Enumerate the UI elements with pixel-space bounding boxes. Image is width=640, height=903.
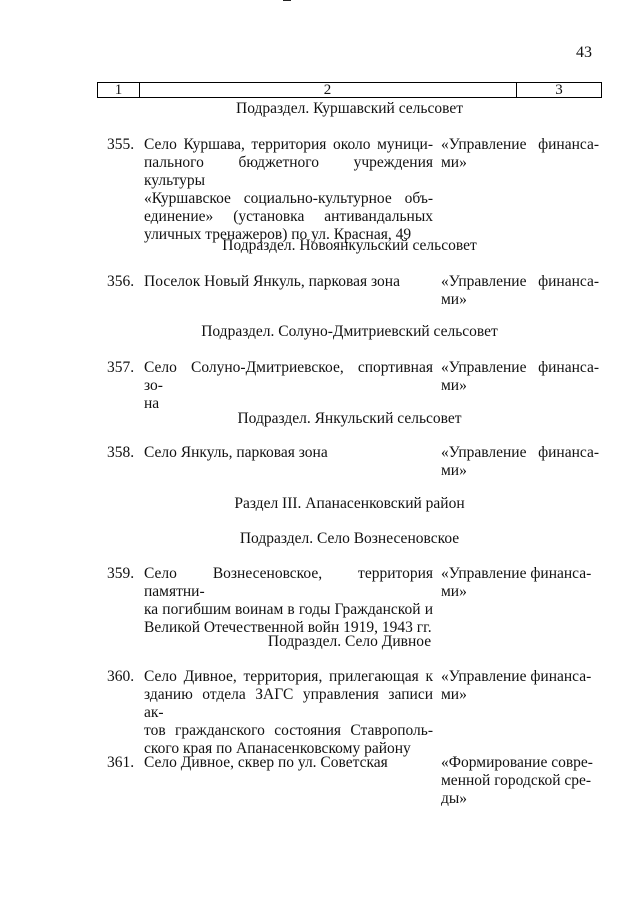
desc-line: Село Дивное, сквер по ул. Советская: [144, 754, 388, 771]
resp-line: «Управление финанса-: [441, 565, 592, 582]
resp-line: «Управление финанса-: [441, 136, 599, 153]
resp-line: менной городской сре-: [441, 772, 592, 789]
row-description: [144, 444, 433, 462]
row-description: [144, 359, 433, 413]
resp-line: «Управление финанса-: [441, 668, 592, 685]
resp-line: ми»: [441, 583, 467, 600]
row-number: 355.: [107, 136, 135, 153]
desc-line: зданию отдела ЗАГС управления записи ак-: [144, 686, 433, 721]
row-responsible: [441, 668, 599, 704]
desc-line: Село Куршава, территория около муници-: [144, 136, 433, 153]
row-description: [144, 273, 433, 291]
resp-line: ми»: [441, 462, 467, 479]
row-number: 358.: [107, 444, 135, 461]
page-number: 43: [576, 44, 592, 61]
row-description: [144, 754, 433, 772]
resp-line: ми»: [441, 686, 467, 703]
row-responsible: [441, 359, 599, 395]
desc-line: ка погибшим воинам в годы Гражданской и: [144, 601, 433, 618]
heading-divnoe: Подраздел. Село Дивное: [267, 633, 432, 650]
row-description: [144, 668, 433, 758]
resp-line: ды»: [441, 790, 468, 807]
heading-kurshava: Подраздел. Куршавский сельсовет: [236, 100, 463, 117]
resp-line: «Управление финанса-: [441, 273, 599, 290]
header-col-2: 2: [139, 83, 517, 97]
desc-line: уличных тренажеров) по ул. Красная, 49: [144, 226, 412, 243]
header-col-3: 3: [555, 82, 563, 98]
row-number: 356.: [107, 273, 135, 290]
row-description: [144, 136, 433, 244]
table-header: [97, 82, 602, 98]
resp-line: ми»: [441, 154, 467, 171]
desc-line: Село Янкуль, парковая зона: [144, 444, 328, 461]
heading-voznesen: Подраздел. Село Вознесеновское: [239, 530, 460, 547]
heading-soluno: Подраздел. Солуно-Дмитриевский сельсовет: [201, 323, 498, 340]
heading-novoyankul: Подраздел. Новоянкульский сельсовет: [222, 237, 477, 254]
row-responsible: [441, 136, 599, 172]
desc-line: Великой Отечественной войн 1919, 1943 гг.: [144, 619, 432, 636]
desc-line: пального бюджетного учреждения культуры: [144, 154, 433, 189]
row-responsible: [441, 273, 599, 309]
row-responsible: [441, 565, 599, 601]
resp-line: «Формирование совре-: [441, 754, 593, 771]
resp-line: «Управление финанса-: [441, 444, 599, 461]
desc-line: единение» (установка антивандальных: [144, 208, 433, 225]
resp-line: ми»: [441, 291, 467, 308]
row-number: 359.: [107, 565, 135, 582]
row-description: [144, 565, 433, 637]
desc-line: тов гражданского состояния Ставрополь-: [144, 722, 433, 739]
row-number: 360.: [107, 668, 135, 685]
row-number: 361.: [107, 754, 135, 771]
desc-line: Село Дивное, территория, прилегающая к: [144, 668, 433, 685]
row-responsible: [441, 444, 599, 480]
row-responsible: [441, 754, 599, 808]
header-col-1: 1: [98, 83, 140, 97]
desc-line: на: [144, 395, 160, 412]
heading-section-3: Раздел III. Апанасенковский район: [234, 495, 465, 512]
row-number: 357.: [107, 359, 135, 376]
desc-line: Поселок Новый Янкуль, парковая зона: [144, 273, 400, 290]
desc-line: ского края по Апанасенковскому району: [144, 740, 411, 757]
resp-line: ми»: [441, 377, 467, 394]
top-dash-mark: [283, 0, 291, 1]
heading-yankul: Подраздел. Янкульский сельсовет: [237, 410, 462, 427]
desc-line: Село Вознесеновское, территория памятни-: [144, 565, 433, 600]
resp-line: «Управление финанса-: [441, 359, 599, 376]
desc-line: Село Солуно-Дмитриевское, спортивная зо-: [144, 359, 433, 394]
desc-line: «Куршавское социально-культурное объ-: [144, 190, 433, 207]
